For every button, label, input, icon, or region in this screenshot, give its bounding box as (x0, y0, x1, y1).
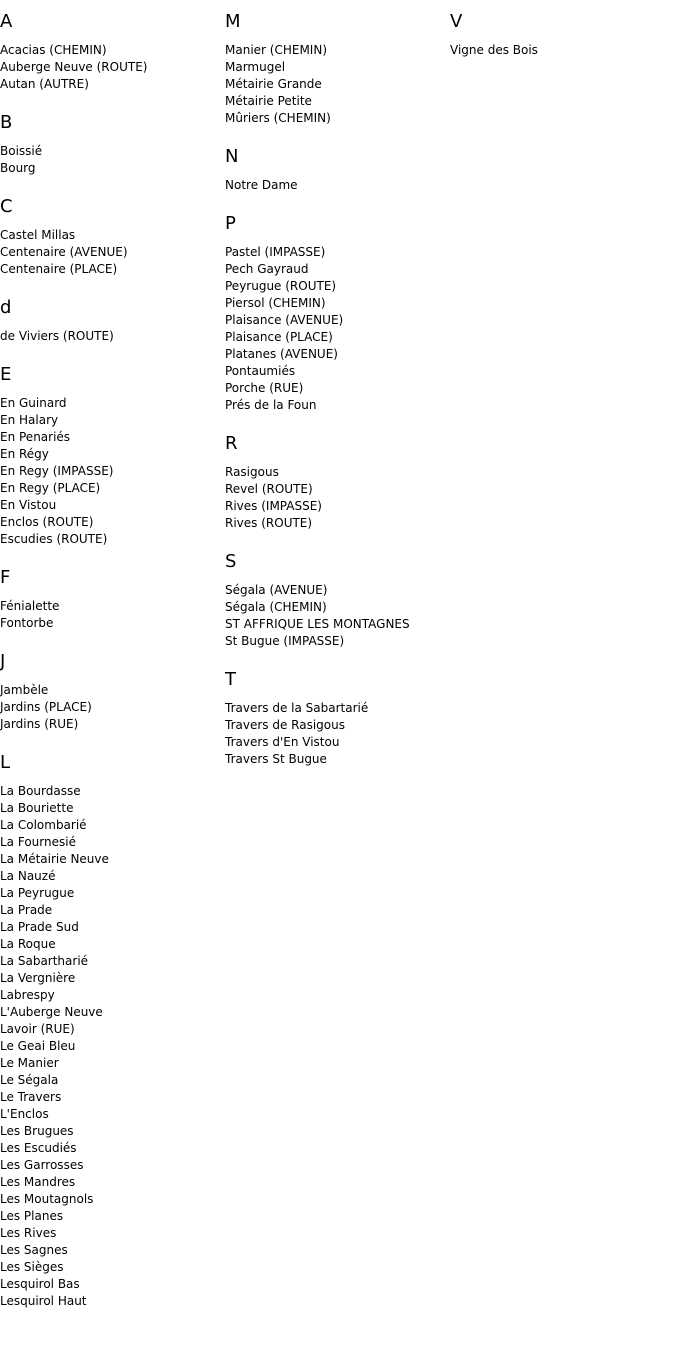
street-link[interactable]: Les Moutagnols (0, 1192, 94, 1206)
street-link[interactable]: Platanes (AVENUE) (225, 347, 338, 361)
letter-heading: T (225, 669, 236, 690)
street-link[interactable]: Acacias (CHEMIN) (0, 43, 107, 57)
street-link[interactable]: Piersol (CHEMIN) (225, 296, 326, 310)
street-link[interactable]: Travers de Rasigous (225, 718, 345, 732)
column-1 (0, 10, 220, 1328)
street-link[interactable]: Fontorbe (0, 616, 54, 630)
street-link[interactable]: La Roque (0, 937, 56, 951)
street-list (0, 143, 220, 177)
letter-heading: M (225, 11, 241, 32)
street-link[interactable]: Mûriers (CHEMIN) (225, 111, 331, 125)
street-link[interactable]: Porche (RUE) (225, 381, 304, 395)
letter-group (225, 145, 445, 194)
street-link[interactable]: Rives (ROUTE) (225, 516, 313, 530)
street-link[interactable]: Marmugel (225, 60, 286, 74)
street-list (225, 244, 445, 414)
street-link[interactable]: ST AFFRIQUE LES MONTAGNES (225, 617, 410, 631)
street-link[interactable]: Lesquirol Bas (0, 1277, 80, 1291)
street-link[interactable]: Plaisance (AVENUE) (225, 313, 344, 327)
street-link[interactable]: L'Auberge Neuve (0, 1005, 103, 1019)
street-link[interactable]: Lesquirol Haut (0, 1294, 87, 1308)
street-link[interactable]: Les Planes (0, 1209, 64, 1223)
street-link[interactable]: Les Brugues (0, 1124, 74, 1138)
street-link[interactable]: La Bouriette (0, 801, 74, 815)
street-link[interactable]: La Prade (0, 903, 53, 917)
street-list (0, 42, 220, 93)
street-link[interactable]: La Métairie Neuve (0, 852, 109, 866)
street-list (0, 328, 220, 345)
letter-heading: J (0, 651, 6, 672)
street-link[interactable]: Métairie Petite (225, 94, 312, 108)
letter-group (225, 212, 445, 414)
street-link[interactable]: En Régy (0, 447, 49, 461)
street-link[interactable]: Centenaire (AVENUE) (0, 245, 128, 259)
street-link[interactable]: Peyrugue (ROUTE) (225, 279, 337, 293)
street-link[interactable]: La Bourdasse (0, 784, 81, 798)
street-list (0, 682, 220, 733)
street-link[interactable]: Prés de la Foun (225, 398, 317, 412)
street-link[interactable]: Pontaumiés (225, 364, 296, 378)
street-link[interactable]: Rasigous (225, 465, 279, 479)
street-link[interactable]: La Nauzé (0, 869, 56, 883)
street-link[interactable]: Vigne des Bois (450, 43, 538, 57)
street-link[interactable]: Jardins (PLACE) (0, 700, 92, 714)
street-link[interactable]: Pech Gayraud (225, 262, 309, 276)
street-link[interactable]: Jardins (RUE) (0, 717, 79, 731)
street-link[interactable]: Ségala (AVENUE) (225, 583, 328, 597)
letter-heading: E (0, 364, 12, 385)
street-link[interactable]: Les Rives (0, 1226, 57, 1240)
street-link[interactable]: Castel Millas (0, 228, 76, 242)
street-link[interactable]: La Prade Sud (0, 920, 79, 934)
letter-heading: B (0, 112, 13, 133)
street-link[interactable]: Travers St Bugue (225, 752, 327, 766)
street-link[interactable]: En Halary (0, 413, 59, 427)
column-3 (450, 10, 675, 77)
street-link[interactable]: Le Geai Bleu (0, 1039, 76, 1053)
street-list (225, 582, 445, 650)
street-link[interactable]: Lavoir (RUE) (0, 1022, 75, 1036)
street-link[interactable]: En Regy (PLACE) (0, 481, 101, 495)
street-link[interactable]: Notre Dame (225, 178, 298, 192)
street-link[interactable]: Les Sagnes (0, 1243, 68, 1257)
street-link[interactable]: La Colombarié (0, 818, 87, 832)
letter-group (0, 10, 220, 93)
letter-heading: V (450, 11, 463, 32)
letter-group (0, 363, 220, 548)
letter-group (0, 650, 220, 733)
letter-group (225, 550, 445, 650)
street-link[interactable]: Bourg (0, 161, 36, 175)
letter-heading: A (0, 11, 13, 32)
street-link[interactable]: En Guinard (0, 396, 67, 410)
street-link[interactable]: Le Manier (0, 1056, 59, 1070)
street-list (225, 177, 445, 194)
street-link[interactable]: Métairie Grande (225, 77, 322, 91)
street-list (0, 598, 220, 632)
letter-group (225, 10, 445, 127)
street-link[interactable]: Centenaire (PLACE) (0, 262, 118, 276)
street-link[interactable]: Labrespy (0, 988, 55, 1002)
street-link[interactable]: Les Sièges (0, 1260, 64, 1274)
street-list (450, 42, 675, 59)
street-link[interactable]: Les Garrosses (0, 1158, 84, 1172)
street-link[interactable]: Autan (AUTRE) (0, 77, 89, 91)
letter-group (225, 668, 445, 768)
street-link[interactable]: Ségala (CHEMIN) (225, 600, 327, 614)
street-link[interactable]: Pastel (IMPASSE) (225, 245, 326, 259)
letter-heading: N (225, 146, 239, 167)
letter-heading: F (0, 567, 11, 588)
street-link[interactable]: La Fournesié (0, 835, 76, 849)
street-link[interactable]: Rives (IMPASSE) (225, 499, 322, 513)
letter-heading: P (225, 213, 236, 234)
street-link[interactable]: La Vergnière (0, 971, 76, 985)
street-list (225, 700, 445, 768)
letter-group (225, 432, 445, 532)
letter-group (0, 751, 220, 1310)
letter-heading: L (0, 752, 11, 773)
street-link[interactable]: Jambèle (0, 683, 49, 697)
street-link[interactable]: En Penariés (0, 430, 71, 444)
letter-group (0, 111, 220, 177)
street-link[interactable]: Boissié (0, 144, 43, 158)
street-list (0, 783, 220, 1310)
street-link[interactable]: Le Travers (0, 1090, 62, 1104)
column-2 (225, 10, 445, 786)
street-link[interactable]: Le Ségala (0, 1073, 59, 1087)
street-link[interactable]: En Vistou (0, 498, 57, 512)
street-link[interactable]: Fénialette (0, 599, 60, 613)
street-link[interactable]: St Bugue (IMPASSE) (225, 634, 345, 648)
street-link[interactable]: En Regy (IMPASSE) (0, 464, 114, 478)
street-link[interactable]: L'Enclos (0, 1107, 49, 1121)
street-link[interactable]: Les Mandres (0, 1175, 76, 1189)
street-link[interactable]: Plaisance (PLACE) (225, 330, 333, 344)
letter-group (450, 10, 675, 59)
street-link[interactable]: Manier (CHEMIN) (225, 43, 327, 57)
street-link[interactable]: Les Escudiés (0, 1141, 77, 1155)
letter-heading: C (0, 196, 13, 217)
letter-group (0, 296, 220, 345)
street-link[interactable]: Escudies (ROUTE) (0, 532, 108, 546)
letter-heading: R (225, 433, 238, 454)
letter-heading: d (0, 297, 12, 318)
street-link[interactable]: Travers d'En Vistou (225, 735, 340, 749)
street-link[interactable]: Travers de la Sabartarié (225, 701, 369, 715)
street-link[interactable]: Enclos (ROUTE) (0, 515, 94, 529)
street-list (225, 42, 445, 127)
street-list (0, 395, 220, 548)
letter-group (0, 195, 220, 278)
letter-heading: S (225, 551, 237, 572)
street-link[interactable]: de Viviers (ROUTE) (0, 329, 114, 343)
street-link[interactable]: La Sabartharié (0, 954, 89, 968)
street-link[interactable]: La Peyrugue (0, 886, 75, 900)
letter-group (0, 566, 220, 632)
street-list (0, 227, 220, 278)
street-link[interactable]: Revel (ROUTE) (225, 482, 313, 496)
street-link[interactable]: Auberge Neuve (ROUTE) (0, 60, 148, 74)
street-list (225, 464, 445, 532)
